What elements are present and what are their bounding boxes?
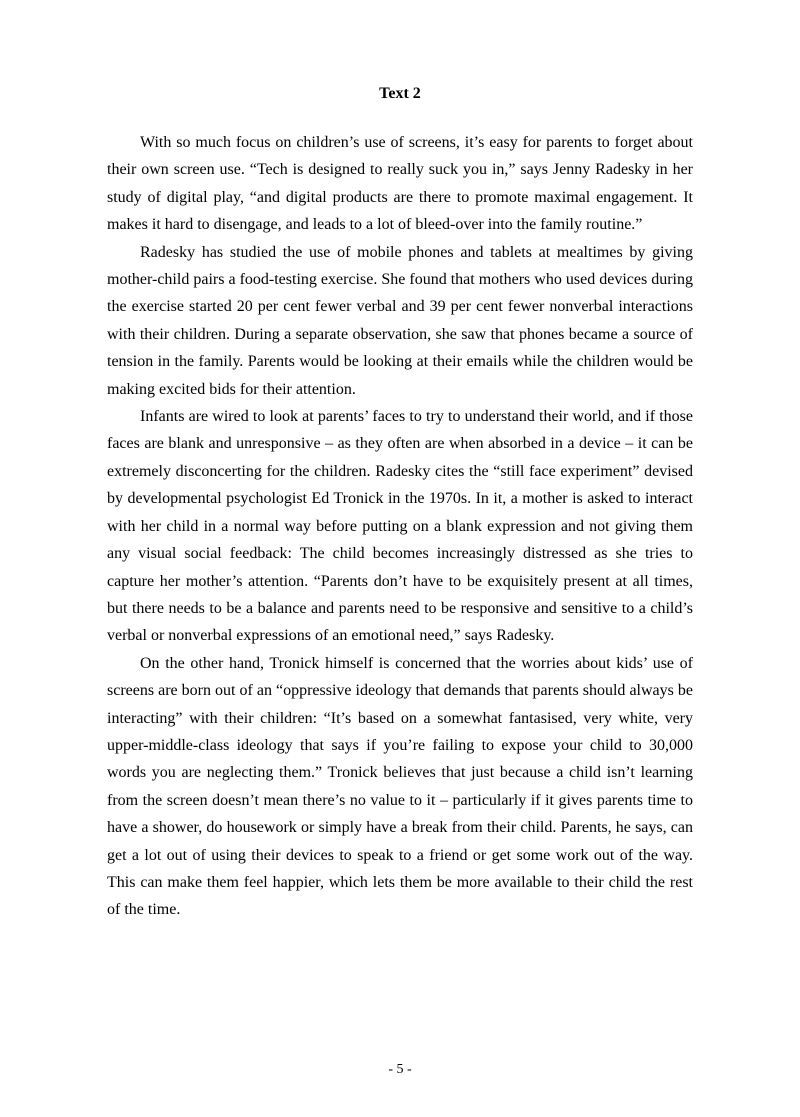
- section-title: Text 2: [379, 85, 421, 102]
- paragraph-4: On the other hand, Tronick himself is concerned that the worries about kids’ use of screens are born out of an “oppressive ideology that demands that parents should always be interacting” with their children: “It’s based on a somewhat fantasised, very white, very upper-middle-class ideology that says if you’re failing to expose your child to 30,000 words you are neglecting them.” Tronick believes that just because a child isn’t learning from the screen doesn’t mean there’s no value to it – particularly if it gives parents time to have a shower, do housework or simply have a break from their child. Parents, he says, can get a lot out of using their devices to speak to a friend or get some work out of the way. This can make them feel happier, which lets them be more available to their child the rest of the time.: [107, 654, 693, 919]
- paragraph-1: With so much focus on children’s use of screens, it’s easy for parents to forget about their own screen use. “Tech is designed to really suck you in,” says Jenny Radesky in her study of digital play, “and digital products are there to promote maximal engagement. It makes it hard to disengage, and leads to a lot of bleed-over into the family routine.”: [107, 134, 693, 234]
- paragraph-3: Infants are wired to look at parents’ faces to try to understand their world, and if those faces are blank and unresponsive – as they often are when absorbed in a device – it can be extremely disconcerting for the children. Radesky cites the “still face experiment” devised by developmental psychologist Ed Tronick in the 1970s. In it, a mother is asked to interact with her child in a normal way before putting on a blank expression and not giving them any visual social feedback: The child becomes increasingly distressed as she tries to capture her mother’s attention. “Parents don’t have to be exquisitely present at all times, but there needs to be a balance and parents need to be responsive and sensitive to a child’s verbal or nonverbal expressions of an emotional need,” says Radesky.: [107, 408, 693, 645]
- article-body: [107, 129, 693, 924]
- page-number: - 5 -: [388, 1062, 412, 1077]
- paragraph-2: Radesky has studied the use of mobile phones and tablets at mealtimes by giving mother-child pairs a food-testing exercise. She found that mothers who used devices during the exercise started 20 per cent fewer verbal and 39 per cent fewer nonverbal interactions with their children. During a separate observation, she saw that phones became a source of tension in the family. Parents would be looking at their emails while the children would be making excited bids for their attention.: [107, 243, 693, 398]
